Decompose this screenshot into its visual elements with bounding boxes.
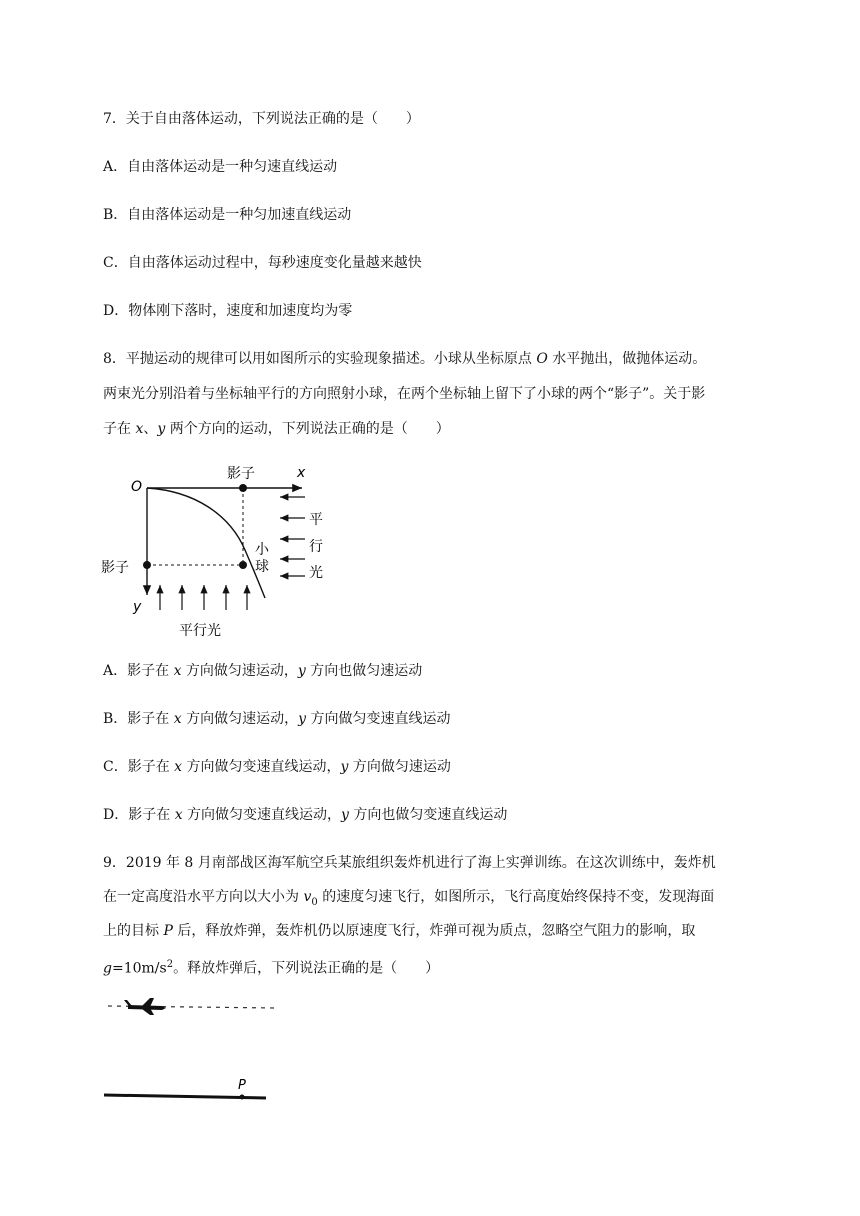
q8-stem-line3 [103,419,450,439]
var-x: x [173,711,182,727]
var-y: y [298,711,307,727]
var-y: y [297,663,306,679]
q8-option-c [103,757,451,777]
airplane-icon [124,998,166,1015]
var-x: x [174,759,183,775]
q9-var-v-subscript: 0 [311,896,318,908]
q9-stem-line3 [103,921,695,941]
var-y: y [340,759,349,775]
q8-stem-line1 [103,349,706,369]
q9-stem-text: 后，释放炸弹，轰炸机仍以原速度飞行，炸弹可视为质点，忽略空气阻力的影响，取 [172,923,696,939]
ball-label-1: 小 [255,542,269,558]
light-label-2: 行 [309,539,323,555]
option-text: 方向也做匀速运动 [305,663,423,679]
var-y: y [341,807,349,823]
origin-label: O [131,479,143,495]
q9-stem-line1: 9．2019 年 8 月南部战区海军航空兵某旅组织轰炸机进行了海上实弹训练。在这次训练中，轰炸机 [103,855,716,871]
q9-var-g: g [103,960,112,977]
target-point [240,1095,245,1100]
ball-label-2: 球 [255,559,269,575]
q9-stem-text: 上的目标 [103,923,164,939]
q8-projectile-figure [95,455,345,645]
q7-option-c: C．自由落体运动过程中，每秒速度变化量越来越快 [103,255,422,271]
light-bottom-label: 平行光 [179,623,221,639]
trajectory-curve [147,488,265,598]
q8-stem-line2: 两束光分别沿着与坐标轴平行的方向照射小球，在两个坐标轴上留下了小球的两个“影子”。关于影 [103,386,706,402]
ball-dot [239,561,247,569]
option-text: 方向做匀变速直线运动， [182,807,342,823]
q9-stem-text: 在一定高度沿水平方向以大小为 [103,889,304,905]
shadow-top-label: 影子 [227,466,255,482]
q9-exponent: 2 [166,959,174,970]
var-x: x [173,663,182,679]
shadow-dot-x [239,484,247,492]
q7-option-a: A．自由落体运动是一种匀速直线运动 [103,159,338,175]
q8-stem-text: 、 [143,421,158,437]
option-text: D．影子在 [103,807,175,823]
option-text: 方向做匀速运动， [181,711,299,727]
option-text: 方向做匀速运动， [181,663,298,679]
q8-var-x: x [135,421,144,437]
option-text: 方向也做匀变速直线运动 [348,807,508,823]
q7-stem: 7．关于自由落体运动，下列说法正确的是（ ） [103,111,420,127]
q7-option-b: B．自由落体运动是一种匀加速直线运动 [103,207,352,223]
q8-stem-text: 子在 [103,421,136,437]
var-x: x [174,807,183,823]
option-text: 方向做匀变速直线运动， [182,759,341,775]
option-text: B．影子在 [103,711,174,727]
q9-stem-line2 [103,887,714,913]
shadow-left-label: 影子 [101,560,129,576]
q8-option-b [103,709,450,729]
x-axis-label: x [297,465,306,481]
target-label: P [238,1078,246,1093]
q9-stem-text: 。释放炸弹后，下列说法正确的是（ ） [173,960,440,977]
q8-origin-symbol: O [536,351,548,367]
q9-bomber-figure [100,990,280,1110]
q9-var-p: P [163,923,173,939]
q8-var-y: y [157,421,166,437]
q9-var-v: v [303,889,312,905]
q9-stem-text: =10m/s [111,960,167,977]
option-text: A．影子在 [103,663,174,679]
q8-stem-text: 8．平抛运动的规律可以用如图所示的实验现象描述。小球从坐标原点 [103,351,537,367]
q9-stem-line4 [103,955,439,979]
y-axis-label: y [133,599,142,615]
shadow-dot-y [143,561,151,569]
option-text: 方向做匀变速直线运动 [306,711,451,727]
option-text: C．影子在 [103,759,175,775]
q8-option-a [103,661,422,681]
q8-stem-text: 两个方向的运动，下列说法正确的是（ ） [165,421,450,437]
q8-option-d [103,805,507,825]
q8-stem-text: 水平抛出，做抛体运动。 [547,351,707,367]
light-label-1: 平 [309,512,323,528]
q7-option-d: D．物体刚下落时，速度和加速度均为零 [103,303,353,319]
option-text: 方向做匀速运动 [348,759,451,775]
q9-stem-text: 的速度匀速飞行，如图所示，飞行高度始终保持不变，发现海面 [317,889,715,905]
light-label-3: 光 [309,565,323,581]
